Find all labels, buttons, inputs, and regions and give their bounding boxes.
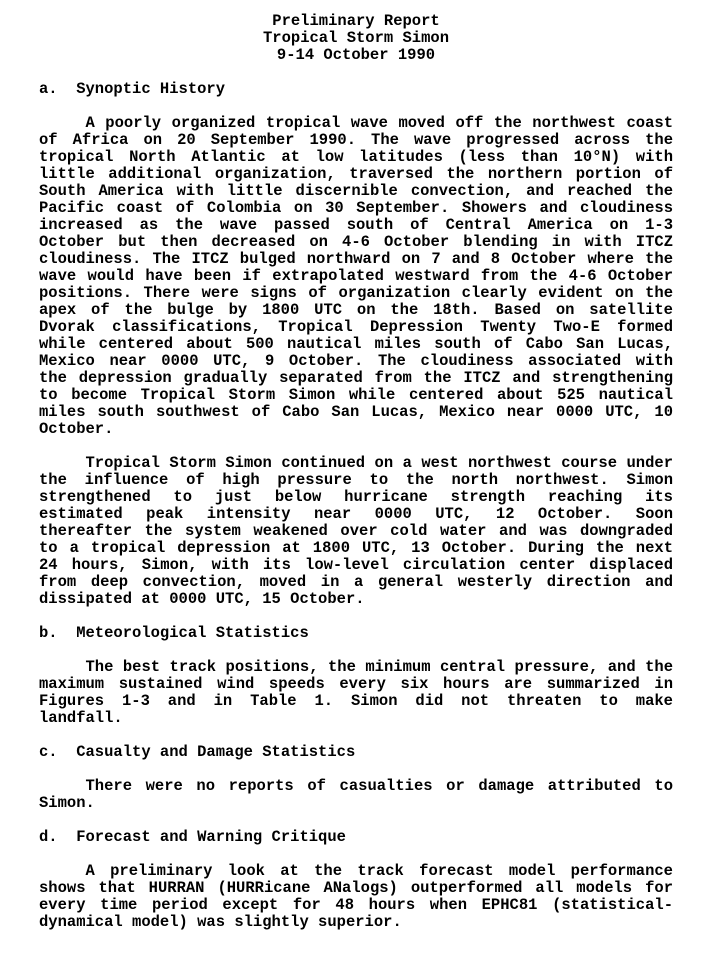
report-title-line-2: Tropical Storm Simon [262,29,450,47]
text-line: Simon. [39,794,95,812]
section-meteorological-statistics [39,625,673,727]
text-line: maximum sustained wind speeds every six hours are summarized in [39,675,673,693]
text-line: There were no reports of casualties or damage attributed to [85,777,673,795]
text-line: South America with little discernible convection, and reached the [39,182,673,200]
text-line: thereafter the system weakened over cold water and was downgraded [39,522,673,540]
text-line: wave would have been if extrapolated westward from the 4-6 October [39,267,673,285]
text-line: The best track positions, the minimum central pressure, and the [85,658,673,676]
text-line: Tropical Storm Simon continued on a west northwest course under [85,454,673,472]
text-line: A poorly organized tropical wave moved off the northwest coast [85,114,673,132]
text-line: October. [39,420,114,438]
paragraph [39,115,673,438]
text-line: increased as the wave passed south of Central America on 1-3 [39,216,673,234]
report-title-line-1: Preliminary Report [272,12,440,30]
text-line: to a tropical depression at 1800 UTC, 13 October. During the next [39,539,673,557]
report-body [39,81,673,931]
paragraph [39,659,673,727]
text-line: to become Tropical Storm Simon while centered about 525 nautical [39,386,673,404]
text-line: of Africa on 20 September 1990. The wave progressed across the [39,131,673,149]
paragraph [39,455,673,608]
section-heading-d: d. Forecast and Warning Critique [39,828,346,846]
section-paragraphs-b [39,659,673,727]
text-line: October but then decreased on 4-6 October blending in with ITCZ [39,233,673,251]
text-line: the influence of high pressure to the north northwest. Simon [39,471,673,489]
paragraph [39,863,673,931]
text-line: strengthened to just below hurricane strength reaching its [39,488,673,506]
text-line: the depression gradually separated from the ITCZ and strengthening [39,369,673,387]
text-line: Mexico near 0000 UTC, 9 October. The cloudiness associated with [39,352,673,370]
section-paragraphs-d [39,863,673,931]
report-title-block [39,13,673,64]
section-heading-a: a. Synoptic History [39,80,226,98]
text-line: Pacific coast of Colombia on 30 September. Showers and cloudiness [39,199,673,217]
section-heading-c: c. Casualty and Damage Statistics [39,743,356,761]
text-line: apex of the bulge by 1800 UTC on the 18th. Based on satellite [39,301,673,319]
text-line: cloudiness. The ITCZ bulged northward on 7 and 8 October where the [39,250,673,268]
section-forecast-warning-critique [39,829,673,931]
report-title-line-3: 9-14 October 1990 [276,46,436,64]
text-line: A preliminary look at the track forecast model performance [85,862,673,880]
text-line: miles south southwest of Cabo San Lucas, Mexico near 0000 UTC, 10 [39,403,673,421]
text-line: dissipated at 0000 UTC, 15 October. [39,590,365,608]
text-line: dynamical model) was slightly superior. [39,913,402,931]
text-line: Dvorak classifications, Tropical Depression Twenty Two-E formed [39,318,673,336]
text-line: positions. There were signs of organization clearly evident on the [39,284,673,302]
text-line: estimated peak intensity near 0000 UTC, 12 October. Soon [39,505,673,523]
text-line: 24 hours, Simon, with its low-level circulation center displaced [39,556,673,574]
section-synoptic-history [39,81,673,608]
paragraph [39,778,673,812]
text-line: Figures 1-3 and in Table 1. Simon did not threaten to make [39,692,673,710]
section-heading-b: b. Meteorological Statistics [39,624,309,642]
text-line: from deep convection, moved in a general westerly direction and [39,573,673,591]
text-line: while centered about 500 nautical miles south of Cabo San Lucas, [39,335,673,353]
text-line: tropical North Atlantic at low latitudes (less than 10°N) with [39,148,673,166]
text-line: shows that HURRAN (HURRicane ANalogs) outperformed all models for [39,879,673,897]
text-line: little additional organization, traversed the northern portion of [39,165,673,183]
text-line: every time period except for 48 hours when EPHC81 (statistical- [39,896,673,914]
text-line: landfall. [39,709,123,727]
section-paragraphs-c [39,778,673,812]
section-paragraphs-a [39,115,673,608]
section-casualty-damage-statistics [39,744,673,812]
